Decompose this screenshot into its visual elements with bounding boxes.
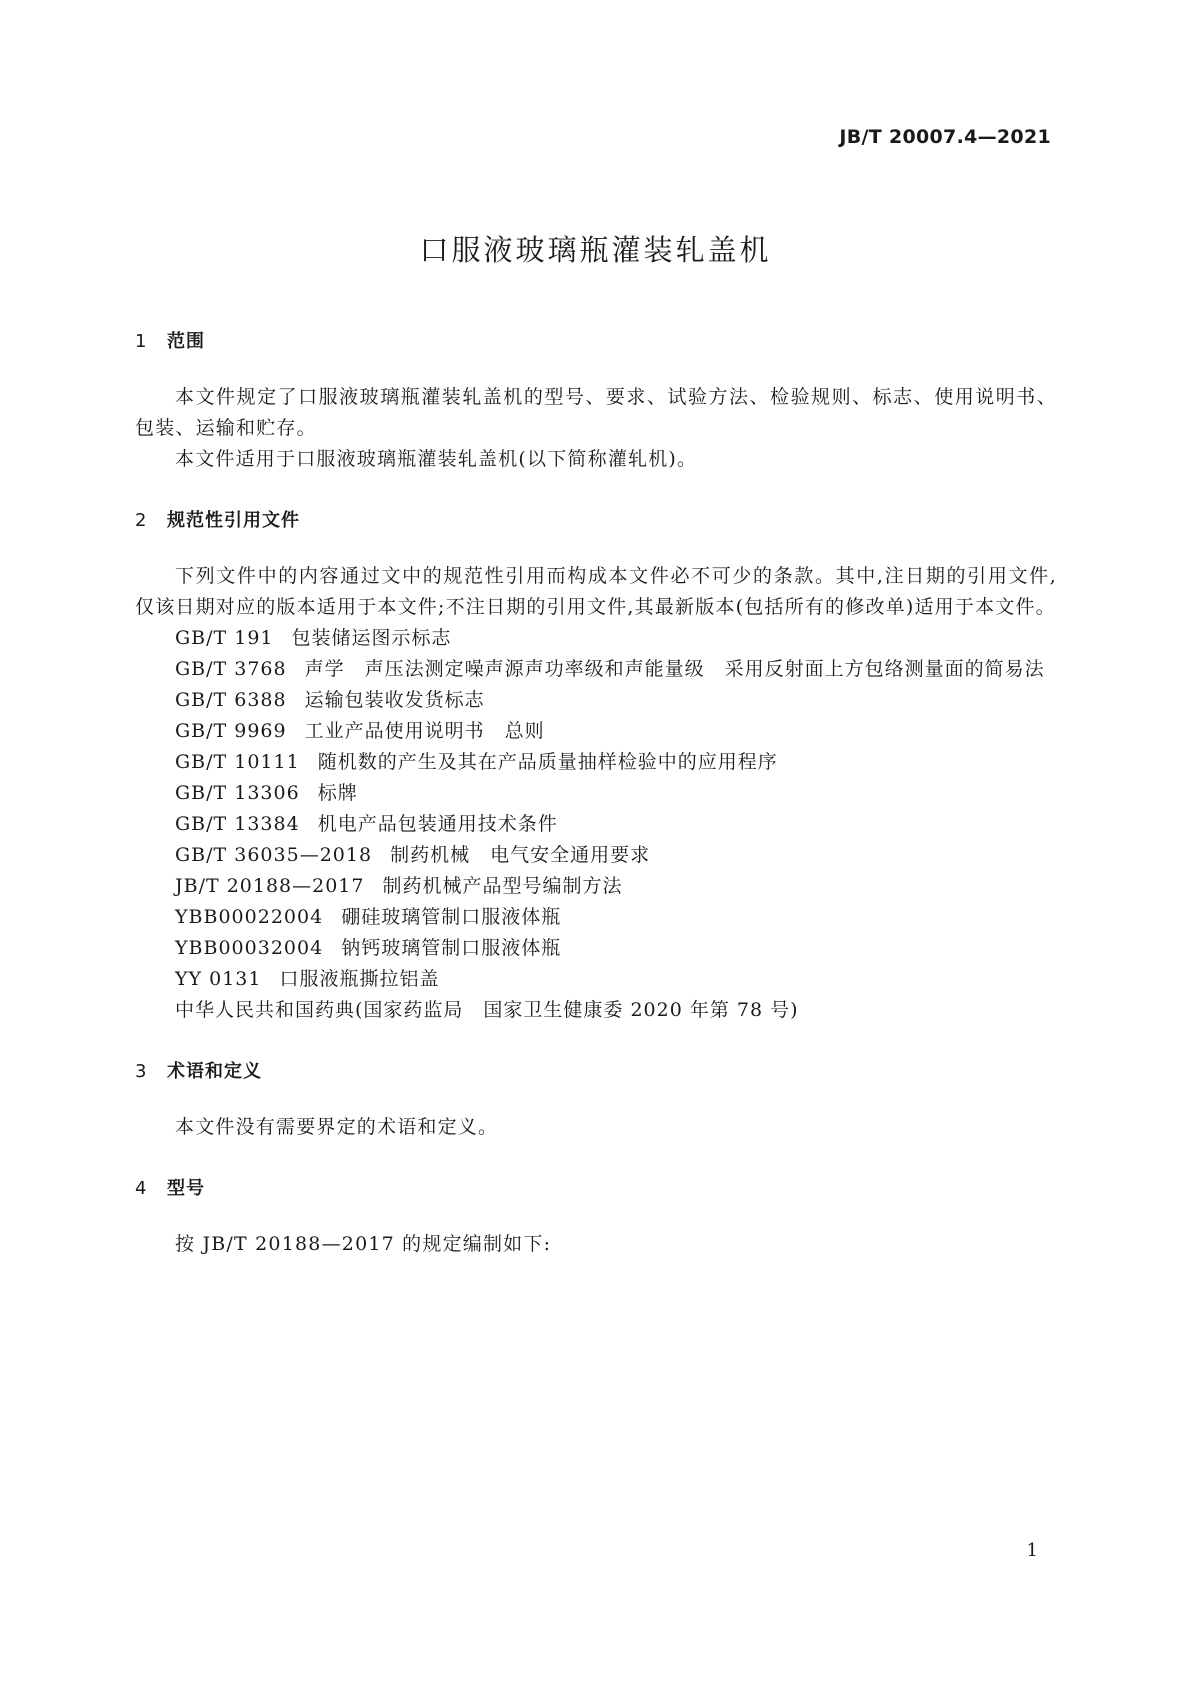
section-title: 范围 xyxy=(167,331,205,352)
reference-item xyxy=(135,902,1057,933)
document-body xyxy=(135,330,1057,1260)
section-title: 规范性引用文件 xyxy=(167,510,300,531)
reference-item xyxy=(135,871,1057,902)
section-terms-definitions xyxy=(135,1060,1057,1143)
reference-code: GB/T 6388 xyxy=(175,689,287,711)
reference-code: GB/T 13306 xyxy=(175,782,300,804)
reference-title: 机电产品包装通用技术条件 xyxy=(317,813,558,835)
section-scope xyxy=(135,330,1057,475)
reference-title: 制药机械产品型号编制方法 xyxy=(382,875,623,897)
reference-title: 钠钙玻璃管制口服液体瓶 xyxy=(341,937,562,959)
reference-item xyxy=(135,654,1057,685)
reference-title: 口服液瓶撕拉铝盖 xyxy=(279,968,440,990)
section-title: 术语和定义 xyxy=(167,1061,262,1082)
section-heading xyxy=(135,509,1057,533)
reference-code: YBB00032004 xyxy=(175,937,324,959)
paragraph: 本文件没有需要界定的术语和定义。 xyxy=(175,1116,499,1138)
section-heading xyxy=(135,330,1057,354)
reference-code: GB/T 9969 xyxy=(175,720,287,742)
reference-title: 中华人民共和国药典(国家药监局 国家卫生健康委 2020 年第 78 号) xyxy=(175,999,799,1021)
paragraph: 本文件规定了口服液玻璃瓶灌装轧盖机的型号、要求、试验方法、检验规则、标志、使用说明书、包装、运输和贮存。 xyxy=(135,386,1057,439)
section-heading xyxy=(135,1060,1057,1084)
reference-code: JB/T 20188—2017 xyxy=(175,875,365,897)
reference-code: GB/T 10111 xyxy=(175,751,300,773)
section-number: 4 xyxy=(135,1178,148,1199)
reference-item xyxy=(135,964,1057,995)
page-number: 1 xyxy=(1026,1540,1038,1561)
reference-title: 随机数的产生及其在产品质量抽样检验中的应用程序 xyxy=(317,751,778,773)
document-title: 口服液玻璃瓶灌装轧盖机 xyxy=(419,233,772,267)
reference-code: YY 0131 xyxy=(175,968,262,990)
reference-title: 制药机械 电气安全通用要求 xyxy=(390,844,651,866)
reference-title: 包装储运图示标志 xyxy=(291,627,452,649)
paragraph: 本文件适用于口服液玻璃瓶灌装轧盖机(以下简称灌轧机)。 xyxy=(175,448,698,470)
reference-title: 标牌 xyxy=(317,782,358,804)
reference-item xyxy=(135,995,1057,1026)
reference-item xyxy=(135,933,1057,964)
section-normative-references xyxy=(135,509,1057,1026)
reference-title: 硼硅玻璃管制口服液体瓶 xyxy=(341,906,562,928)
reference-item xyxy=(135,809,1057,840)
section-number: 3 xyxy=(135,1061,148,1082)
reference-item xyxy=(135,747,1057,778)
reference-code: GB/T 191 xyxy=(175,627,274,649)
section-model xyxy=(135,1177,1057,1260)
reference-code: GB/T 36035—2018 xyxy=(175,844,373,866)
reference-code: GB/T 13384 xyxy=(175,813,300,835)
section-number: 2 xyxy=(135,510,148,531)
reference-title: 声学 声压法测定噪声源声功率级和声能量级 采用反射面上方包络测量面的简易法 xyxy=(304,658,1045,680)
reference-title: 工业产品使用说明书 总则 xyxy=(304,720,545,742)
reference-code: YBB00022004 xyxy=(175,906,324,928)
section-title: 型号 xyxy=(167,1178,205,1199)
reference-code: GB/T 3768 xyxy=(175,658,287,680)
reference-item xyxy=(135,778,1057,809)
section-heading xyxy=(135,1177,1057,1201)
reference-item xyxy=(135,716,1057,747)
reference-item xyxy=(135,623,1057,654)
reference-item xyxy=(135,685,1057,716)
reference-item xyxy=(135,840,1057,871)
paragraph: 按 JB/T 20188—2017 的规定编制如下: xyxy=(175,1233,552,1255)
section-number: 1 xyxy=(135,331,148,352)
standard-code: JB/T 20007.4—2021 xyxy=(839,126,1051,148)
paragraph: 下列文件中的内容通过文中的规范性引用而构成本文件必不可少的条款。其中,注日期的引用文件,仅该日期对应的版本适用于本文件;不注日期的引用文件,其最新版本(包括所有的修改单)适用于本文件。 xyxy=(135,565,1057,618)
reference-title: 运输包装收发货标志 xyxy=(304,689,485,711)
reference-list xyxy=(135,623,1057,1026)
